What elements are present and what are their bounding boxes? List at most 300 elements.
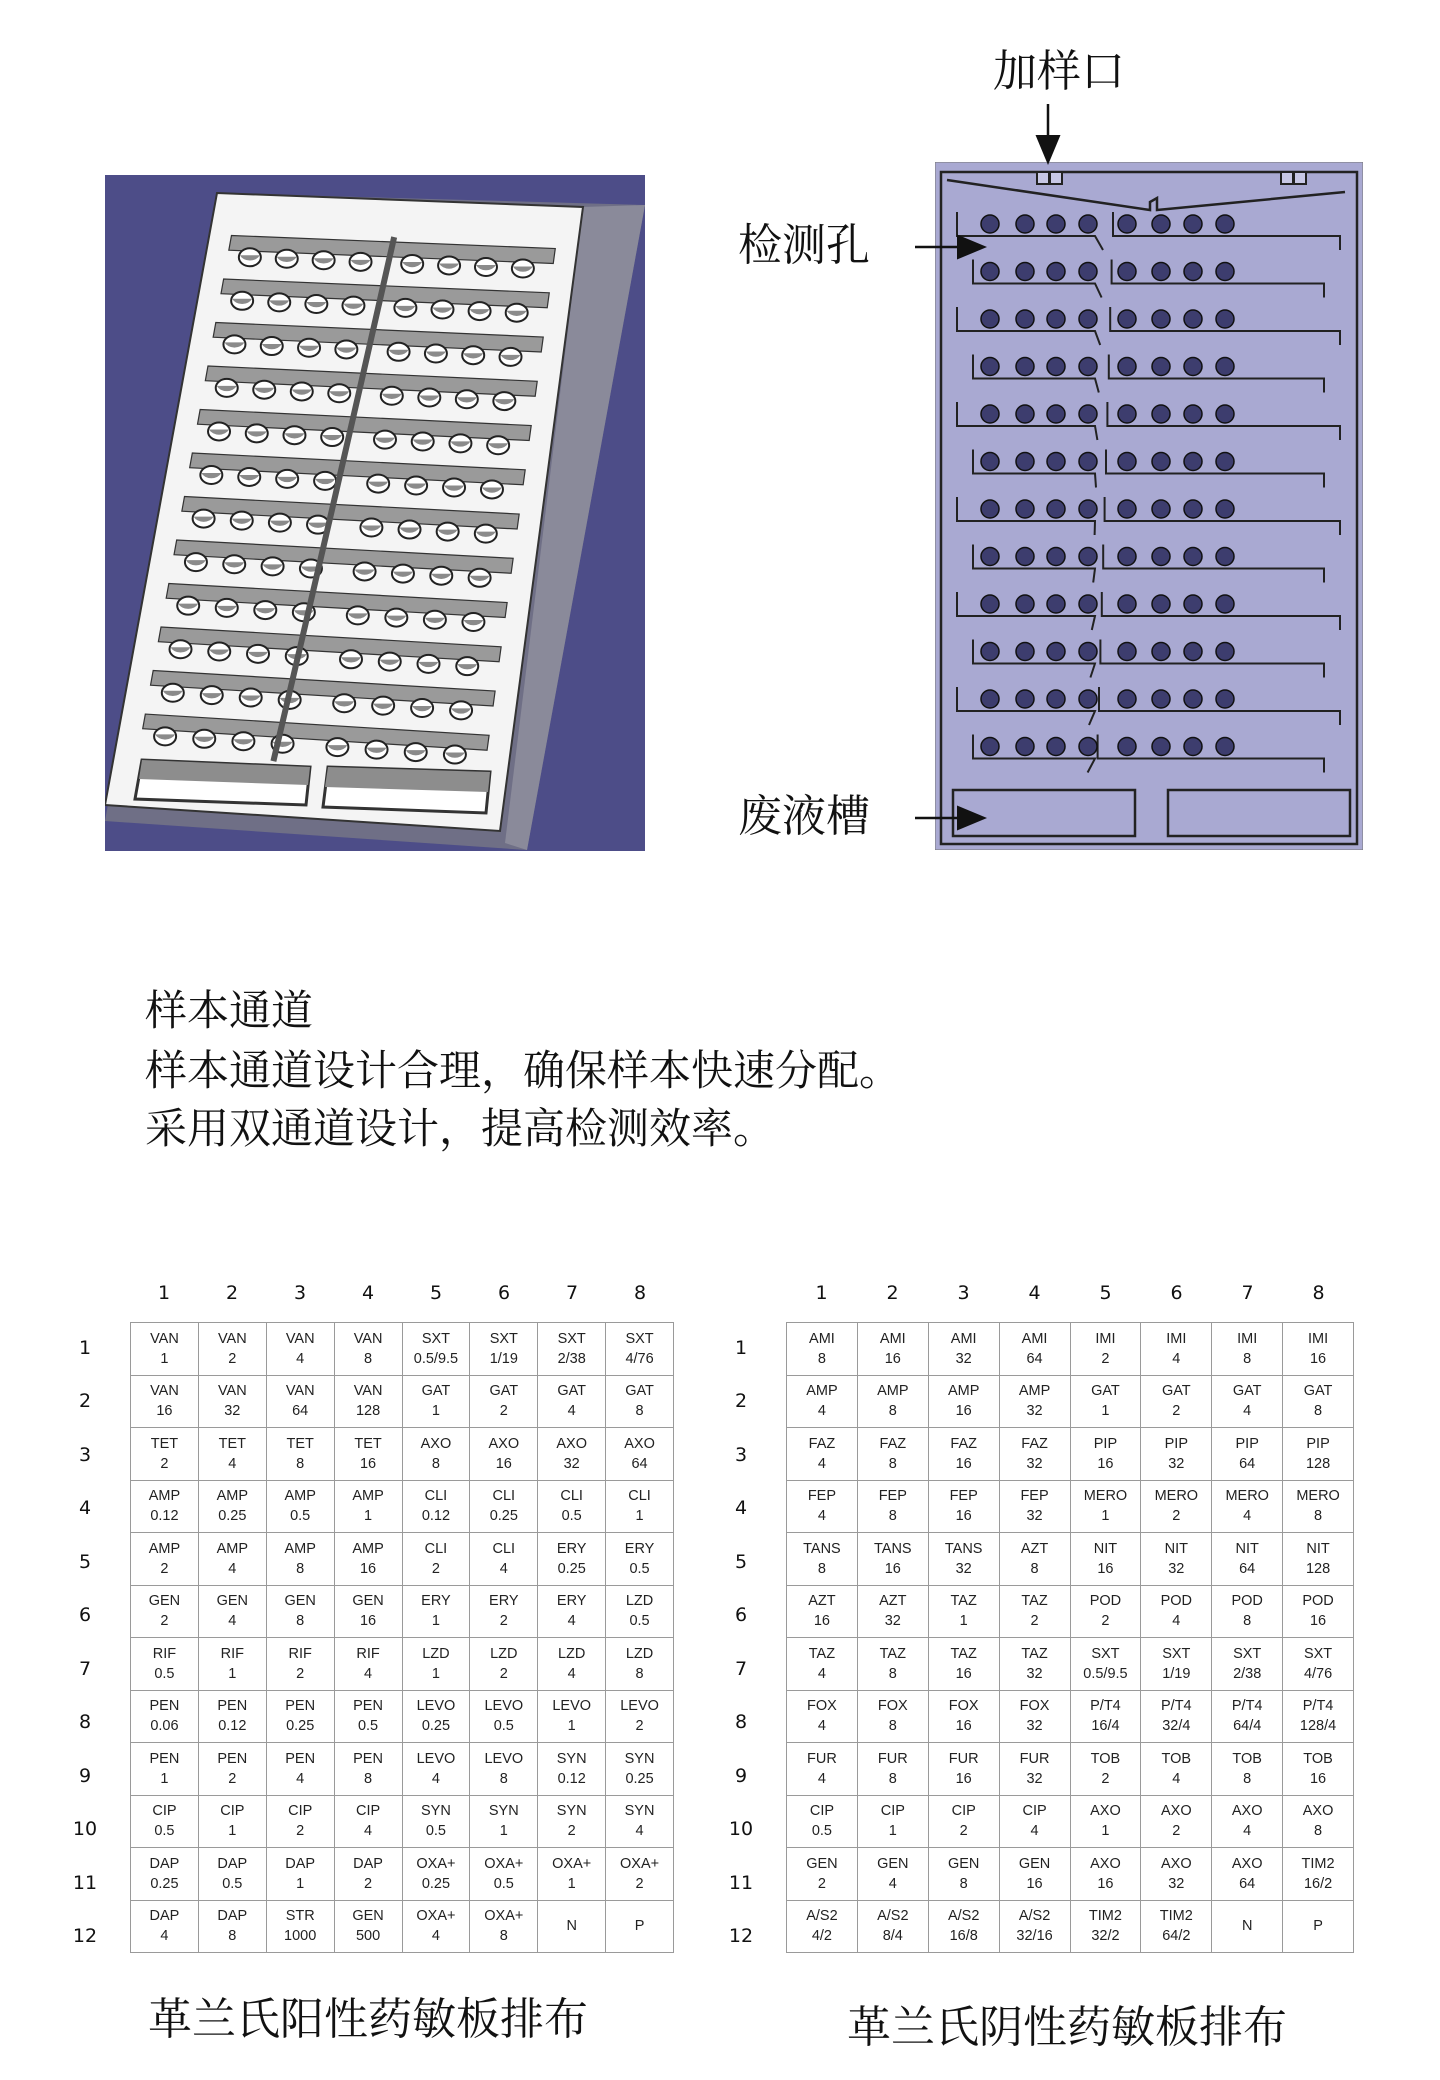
drug-concentration: 0.25 — [150, 1875, 179, 1892]
drug-code: PIP — [1235, 1435, 1259, 1452]
drug-code: AMI — [809, 1330, 835, 1347]
gram-positive-row-header: 3 — [78, 1443, 92, 1466]
gram-positive-row-header: 2 — [78, 1390, 92, 1413]
gram-positive-well-cell — [131, 1428, 199, 1481]
gram-positive-well-cell — [470, 1743, 538, 1796]
drug-code: RIF — [288, 1645, 312, 1662]
label-detection-hole: 检测孔 — [738, 220, 870, 271]
drug-code: SYN — [624, 1750, 655, 1767]
drug-code: RIF — [356, 1645, 380, 1662]
drug-code: GAT — [1161, 1383, 1191, 1400]
drug-code: AXO — [1231, 1855, 1263, 1872]
gram-positive-well-cell — [266, 1323, 334, 1376]
drug-code: SYN — [556, 1750, 587, 1767]
drug-concentration: 8 — [959, 1875, 968, 1892]
drug-concentration: 16 — [955, 1508, 972, 1525]
drug-code: PEN — [149, 1750, 180, 1767]
gram-negative-well-cell — [1212, 1375, 1283, 1428]
drug-code: TANS — [803, 1540, 841, 1557]
drug-concentration: 0.25 — [421, 1718, 451, 1735]
gram-positive-well-cell — [198, 1533, 266, 1586]
gram-positive-col-header: 7 — [565, 1282, 579, 1304]
gram-negative-well-cell — [1283, 1375, 1354, 1428]
drug-concentration: 8 — [888, 1455, 897, 1472]
gram-negative-table-row — [787, 1375, 1354, 1428]
gram-negative-well-cell — [787, 1533, 858, 1586]
drug-concentration: 0.25 — [218, 1508, 247, 1525]
drug-concentration: 0.5 — [561, 1508, 582, 1525]
drug-concentration: 0.5/9.5 — [1083, 1665, 1128, 1682]
drug-concentration: 0.25 — [625, 1770, 654, 1787]
drug-code: AXO — [1161, 1855, 1192, 1872]
gram-positive-well-cell — [470, 1638, 538, 1691]
drug-code: CIP — [355, 1803, 381, 1820]
drug-concentration: 8 — [431, 1455, 440, 1472]
drug-concentration: 4/76 — [1303, 1665, 1333, 1682]
gram-negative-well-cell — [1141, 1585, 1212, 1638]
gram-positive-row-header: 8 — [78, 1711, 92, 1734]
drug-code: A/S2 — [1018, 1908, 1051, 1925]
gram-negative-well-cell — [1141, 1743, 1212, 1796]
gram-positive-well-cell — [334, 1323, 402, 1376]
drug-code: LEVO — [484, 1698, 524, 1715]
drug-concentration: 0.12 — [557, 1770, 586, 1787]
drug-concentration: 32 — [563, 1455, 580, 1472]
drug-concentration: 16/4 — [1091, 1718, 1120, 1735]
gram-negative-well-cell — [1070, 1428, 1141, 1481]
drug-code: P/T4 — [1231, 1698, 1263, 1715]
drug-code: AXO — [1090, 1855, 1121, 1872]
drug-code: FOX — [1019, 1698, 1050, 1715]
gram-positive-well-cell — [131, 1323, 199, 1376]
gram-positive-well-cell — [402, 1690, 470, 1743]
drug-code: DAP — [285, 1855, 316, 1872]
drug-code: AMP — [216, 1540, 249, 1557]
gram-negative-row-header: 3 — [734, 1443, 748, 1466]
drug-concentration: 1 — [567, 1718, 576, 1735]
drug-concentration: 2 — [296, 1823, 305, 1840]
drug-concentration: 1 — [160, 1770, 169, 1787]
drug-code: CLI — [492, 1540, 516, 1557]
gram-positive-row-header: 6 — [78, 1604, 92, 1627]
drug-code: A/S2 — [947, 1908, 980, 1925]
drug-code: VAN — [285, 1330, 315, 1347]
drug-concentration: 16 — [359, 1560, 377, 1577]
drug-concentration: 4 — [228, 1613, 237, 1630]
drug-code: LEVO — [552, 1698, 592, 1715]
drug-code: POD — [1302, 1593, 1334, 1610]
drug-code: AMP — [352, 1540, 384, 1557]
drug-concentration: 8 — [499, 1928, 508, 1945]
gram-positive-row-header: 11 — [72, 1871, 98, 1894]
gram-positive-well-cell — [198, 1795, 266, 1848]
drug-concentration: 8 — [817, 1560, 826, 1577]
gram-negative-well-cell — [999, 1585, 1070, 1638]
drug-code: IMI — [1166, 1330, 1187, 1347]
drug-concentration: 0.5 — [493, 1718, 514, 1735]
gram-negative-col-header: 8 — [1312, 1282, 1325, 1304]
gram-positive-row-header: 5 — [78, 1550, 92, 1573]
drug-concentration: 8 — [296, 1560, 305, 1577]
gram-positive-col-header: 1 — [157, 1282, 171, 1304]
drug-concentration: 4 — [296, 1770, 305, 1787]
drug-code: AXO — [624, 1435, 655, 1452]
drug-code: SXT — [489, 1330, 518, 1347]
drug-concentration: 32 — [1168, 1875, 1185, 1892]
gram-positive-well-cell — [131, 1848, 199, 1901]
gram-positive-table-row — [131, 1428, 674, 1481]
drug-concentration: 2 — [1030, 1613, 1039, 1630]
drug-code: N — [1241, 1918, 1253, 1935]
drug-concentration: 4 — [817, 1665, 826, 1682]
gram-negative-well-cell — [1212, 1795, 1283, 1848]
drug-code: AZT — [808, 1593, 836, 1610]
drug-code: IMI — [1095, 1330, 1116, 1347]
drug-concentration: 16 — [955, 1455, 972, 1472]
gram-negative-table-row — [787, 1638, 1354, 1691]
gram-positive-row-header: 10 — [72, 1818, 98, 1841]
drug-concentration: 16 — [955, 1770, 972, 1787]
drug-concentration: 1 — [160, 1350, 169, 1367]
drug-code: SXT — [1303, 1645, 1333, 1662]
gram-positive-well-cell — [334, 1480, 402, 1533]
gram-positive-well-cell — [266, 1533, 334, 1586]
drug-code: FOX — [877, 1698, 908, 1715]
drug-code: POD — [1231, 1593, 1263, 1610]
gram-negative-well-cell — [928, 1480, 999, 1533]
gram-positive-col-header: 4 — [361, 1282, 375, 1304]
gram-negative-well-cell — [857, 1900, 928, 1953]
drug-code: PEN — [285, 1750, 316, 1767]
gram-positive-well-cell — [606, 1795, 674, 1848]
drug-concentration: 16 — [955, 1665, 972, 1682]
drug-code: VAN — [217, 1383, 247, 1400]
drug-code: GAT — [1303, 1383, 1333, 1400]
gram-negative-well-cell — [1070, 1533, 1141, 1586]
gram-negative-well-cell — [999, 1795, 1070, 1848]
drug-concentration: 8/4 — [882, 1928, 903, 1945]
drug-code: AMP — [877, 1383, 909, 1400]
drug-concentration: 32 — [224, 1403, 241, 1420]
gram-positive-well-cell — [606, 1900, 674, 1953]
drug-concentration: 1 — [364, 1508, 373, 1525]
drug-code: FAZ — [950, 1435, 977, 1452]
gram-negative-well-cell — [1070, 1480, 1141, 1533]
drug-code: AMP — [947, 1383, 980, 1400]
drug-code: PIP — [1306, 1435, 1330, 1452]
gram-negative-table-row — [787, 1480, 1354, 1533]
gram-negative-well-cell — [1070, 1848, 1141, 1901]
gram-negative-caption: 革兰氏阴性药敏板排布 — [847, 2002, 1287, 2053]
drug-code: CIP — [809, 1803, 835, 1820]
drug-code: NIT — [1235, 1540, 1259, 1557]
drug-code: LZD — [557, 1645, 586, 1662]
gram-positive-table — [130, 1322, 674, 1953]
drug-code: AXO — [556, 1435, 587, 1452]
drug-code: OXA+ — [620, 1855, 660, 1872]
drug-code: TET — [218, 1435, 246, 1452]
drug-concentration: 16 — [495, 1455, 512, 1472]
gram-negative-well-cell — [1070, 1323, 1141, 1376]
gram-negative-well-cell — [787, 1795, 858, 1848]
gram-positive-well-cell — [198, 1375, 266, 1428]
drug-code: TET — [286, 1435, 314, 1452]
gram-negative-well-cell — [1283, 1480, 1354, 1533]
gram-negative-row-header: 11 — [728, 1871, 754, 1894]
drug-concentration: 32 — [884, 1613, 901, 1630]
drug-code: AXO — [420, 1435, 452, 1452]
gram-negative-col-header: 3 — [957, 1282, 970, 1304]
gram-positive-caption: 革兰氏阳性药敏板排布 — [148, 1994, 588, 2045]
drug-concentration: 8 — [228, 1928, 237, 1945]
drug-code: LZD — [422, 1645, 450, 1662]
drug-concentration: 2 — [364, 1875, 373, 1892]
drug-concentration: 2 — [499, 1613, 508, 1630]
gram-positive-well-cell — [606, 1585, 674, 1638]
gram-negative-well-cell — [857, 1795, 928, 1848]
drug-code: TANS — [944, 1540, 983, 1557]
drug-code: CIP — [220, 1803, 245, 1820]
drug-concentration: 32/4 — [1162, 1718, 1191, 1735]
drug-code: CIP — [951, 1803, 976, 1820]
drug-code: AZT — [879, 1593, 907, 1610]
drug-concentration: 16 — [1309, 1770, 1327, 1787]
gram-positive-col-header: 5 — [429, 1282, 443, 1304]
drug-code: AMP — [352, 1488, 384, 1505]
gram-positive-well-cell — [334, 1848, 402, 1901]
drug-concentration: 2 — [296, 1665, 305, 1682]
gram-negative-well-cell — [1141, 1533, 1212, 1586]
gram-positive-table-row — [131, 1900, 674, 1953]
gram-negative-row-header: 6 — [734, 1604, 748, 1627]
drug-concentration: 16 — [359, 1613, 377, 1630]
drug-concentration: 4 — [1172, 1350, 1181, 1367]
drug-code: SXT — [1091, 1645, 1120, 1662]
gram-positive-well-cell — [538, 1795, 606, 1848]
drug-concentration: 16 — [813, 1613, 830, 1630]
gram-negative-well-cell — [928, 1743, 999, 1796]
drug-code: AXO — [1090, 1803, 1121, 1820]
drug-concentration: 8 — [364, 1770, 373, 1787]
gram-positive-well-cell — [266, 1743, 334, 1796]
drug-code: LEVO — [620, 1698, 659, 1715]
drug-concentration: 1 — [1101, 1508, 1110, 1525]
drug-concentration: 1/19 — [1162, 1665, 1191, 1682]
gram-negative-well-cell — [1141, 1795, 1212, 1848]
drug-concentration: 2/38 — [1233, 1665, 1262, 1682]
gram-positive-well-cell — [402, 1848, 470, 1901]
gram-negative-col-header: 6 — [1170, 1282, 1183, 1304]
drug-concentration: 8 — [817, 1350, 826, 1367]
drug-code: DAP — [149, 1855, 180, 1872]
drug-concentration: 1 — [431, 1613, 440, 1630]
drug-concentration: 1 — [296, 1875, 305, 1892]
drug-concentration: 0.5/9.5 — [413, 1350, 459, 1367]
drug-concentration: 0.5 — [154, 1823, 175, 1840]
drug-concentration: 500 — [355, 1928, 381, 1945]
drug-concentration: 16/2 — [1303, 1875, 1333, 1892]
gram-negative-well-cell — [1141, 1375, 1212, 1428]
drug-concentration: 4 — [228, 1455, 237, 1472]
gram-positive-well-cell — [131, 1638, 199, 1691]
drug-concentration: 1 — [499, 1823, 508, 1840]
gram-positive-well-cell — [606, 1638, 674, 1691]
drug-concentration: 128 — [1305, 1455, 1331, 1472]
gram-positive-col-header: 2 — [225, 1282, 239, 1304]
gram-negative-well-cell — [928, 1323, 999, 1376]
drug-concentration: 0.25 — [286, 1718, 315, 1735]
drug-code: FOX — [807, 1698, 837, 1715]
gram-negative-well-cell — [928, 1375, 999, 1428]
drug-code: DAP — [149, 1908, 180, 1925]
drug-concentration: 64 — [1026, 1350, 1043, 1367]
gram-negative-well-cell — [787, 1375, 858, 1428]
description-line-2: 采用双通道设计，提高检测效率。 — [145, 1104, 776, 1153]
gram-positive-well-cell — [334, 1375, 402, 1428]
drug-concentration: 0.25 — [489, 1508, 518, 1525]
drug-concentration: 16 — [1097, 1455, 1114, 1472]
drug-code: P/T4 — [1302, 1698, 1334, 1715]
gram-negative-well-cell — [857, 1585, 928, 1638]
drug-concentration: 2 — [499, 1403, 508, 1420]
gram-positive-well-cell — [198, 1585, 266, 1638]
gram-negative-well-cell — [1283, 1533, 1354, 1586]
gram-negative-well-cell — [928, 1533, 999, 1586]
gram-negative-table-row — [787, 1533, 1354, 1586]
gram-negative-table-row — [787, 1795, 1354, 1848]
gram-negative-well-cell — [1070, 1585, 1141, 1638]
gram-negative-well-cell — [787, 1323, 858, 1376]
gram-positive-well-cell — [606, 1323, 674, 1376]
gram-negative-table-row — [787, 1428, 1354, 1481]
gram-negative-col-header: 5 — [1099, 1282, 1112, 1304]
drug-code: FAZ — [808, 1435, 836, 1452]
drug-concentration: 1/19 — [489, 1350, 518, 1367]
drug-code: IMI — [1307, 1330, 1329, 1347]
gram-positive-table-row — [131, 1585, 674, 1638]
drug-concentration: 128/4 — [1299, 1718, 1337, 1735]
drug-code: AMP — [148, 1540, 181, 1557]
drug-concentration: 2 — [1101, 1350, 1110, 1367]
drug-concentration: 4 — [567, 1403, 576, 1420]
description-title: 样本通道 — [145, 986, 314, 1035]
drug-concentration: 4 — [888, 1875, 897, 1892]
drug-code: SXT — [421, 1330, 451, 1347]
drug-code: TAZ — [808, 1645, 836, 1662]
drug-concentration: 64/2 — [1162, 1928, 1191, 1945]
drug-concentration: 4 — [1172, 1770, 1181, 1787]
drug-code: STR — [285, 1908, 315, 1925]
drug-code: ERY — [556, 1593, 587, 1610]
drug-code: GEN — [352, 1908, 384, 1925]
drug-concentration: 4 — [1243, 1403, 1252, 1420]
drug-code: AMP — [284, 1540, 316, 1557]
drug-concentration: 64/4 — [1233, 1718, 1262, 1735]
drug-code: P/T4 — [1090, 1698, 1121, 1715]
gram-positive-well-cell — [606, 1428, 674, 1481]
drug-concentration: 16 — [955, 1718, 972, 1735]
gram-positive-well-cell — [538, 1533, 606, 1586]
gram-positive-well-cell — [198, 1690, 266, 1743]
gram-negative-well-cell — [999, 1638, 1070, 1691]
drug-concentration: 16 — [1309, 1350, 1327, 1367]
drug-code: TAZ — [1021, 1593, 1048, 1610]
drug-concentration: 128 — [355, 1403, 381, 1420]
drug-concentration: 8 — [1314, 1823, 1323, 1840]
gram-negative-col-header: 2 — [886, 1282, 899, 1304]
drug-code: AMP — [284, 1488, 316, 1505]
drug-code: MERO — [1083, 1488, 1128, 1505]
drug-code: AMP — [1018, 1383, 1051, 1400]
gram-positive-well-cell — [334, 1795, 402, 1848]
drug-code: OXA+ — [484, 1855, 524, 1872]
drug-concentration: 32 — [1168, 1455, 1185, 1472]
drug-code: FUR — [877, 1750, 908, 1767]
drug-concentration: 4 — [364, 1665, 373, 1682]
gram-negative-well-cell — [857, 1323, 928, 1376]
drug-concentration: 64 — [1239, 1560, 1256, 1577]
gram-negative-well-cell — [1212, 1323, 1283, 1376]
drug-code: RIF — [220, 1645, 244, 1662]
gram-negative-table-row — [787, 1690, 1354, 1743]
gram-negative-well-cell — [928, 1848, 999, 1901]
drug-concentration: 4 — [1030, 1823, 1039, 1840]
gram-positive-row-header: 4 — [78, 1497, 92, 1520]
gram-positive-well-cell — [266, 1428, 334, 1481]
drug-concentration: 2 — [499, 1665, 508, 1682]
drug-code: CIP — [288, 1803, 313, 1820]
gram-positive-well-cell — [334, 1743, 402, 1796]
drug-concentration: 2 — [635, 1718, 644, 1735]
drug-concentration: 0.5 — [811, 1823, 833, 1840]
gram-negative-well-cell — [1070, 1743, 1141, 1796]
gram-positive-well-cell — [606, 1848, 674, 1901]
gram-positive-well-cell — [606, 1375, 674, 1428]
drug-code: DAP — [353, 1855, 383, 1872]
drug-code: FAZ — [1021, 1435, 1048, 1452]
gram-positive-well-cell — [266, 1480, 334, 1533]
gram-negative-well-cell — [928, 1795, 999, 1848]
drug-code: TAZ — [1021, 1645, 1048, 1662]
drug-concentration: 16 — [884, 1560, 901, 1577]
drug-code: FUR — [1019, 1750, 1050, 1767]
drug-concentration: 2 — [228, 1770, 237, 1787]
gram-negative-well-cell — [1212, 1690, 1283, 1743]
gram-positive-table-row — [131, 1480, 674, 1533]
gram-negative-well-cell — [1283, 1585, 1354, 1638]
drug-code: SXT — [625, 1330, 654, 1347]
drug-concentration: 4 — [1172, 1613, 1181, 1630]
gram-negative-well-cell — [1212, 1585, 1283, 1638]
drug-code: TANS — [874, 1540, 912, 1557]
drug-concentration: 4 — [817, 1508, 826, 1525]
drug-concentration: 1000 — [284, 1928, 317, 1945]
gram-positive-table-row — [131, 1690, 674, 1743]
drug-concentration: 16 — [1097, 1875, 1114, 1892]
drug-concentration: 2 — [817, 1875, 826, 1892]
drug-code: GEN — [877, 1855, 909, 1872]
drug-code: PEN — [285, 1698, 316, 1715]
gram-positive-table-row — [131, 1743, 674, 1796]
drug-code: AMP — [806, 1383, 838, 1400]
drug-code: SYN — [624, 1803, 655, 1820]
gram-negative-well-cell — [1283, 1743, 1354, 1796]
gram-negative-well-cell — [1283, 1638, 1354, 1691]
drug-code: AXO — [1231, 1803, 1263, 1820]
gram-negative-well-cell — [857, 1428, 928, 1481]
drug-code: GAT — [625, 1383, 654, 1400]
gram-negative-table-row — [787, 1848, 1354, 1901]
